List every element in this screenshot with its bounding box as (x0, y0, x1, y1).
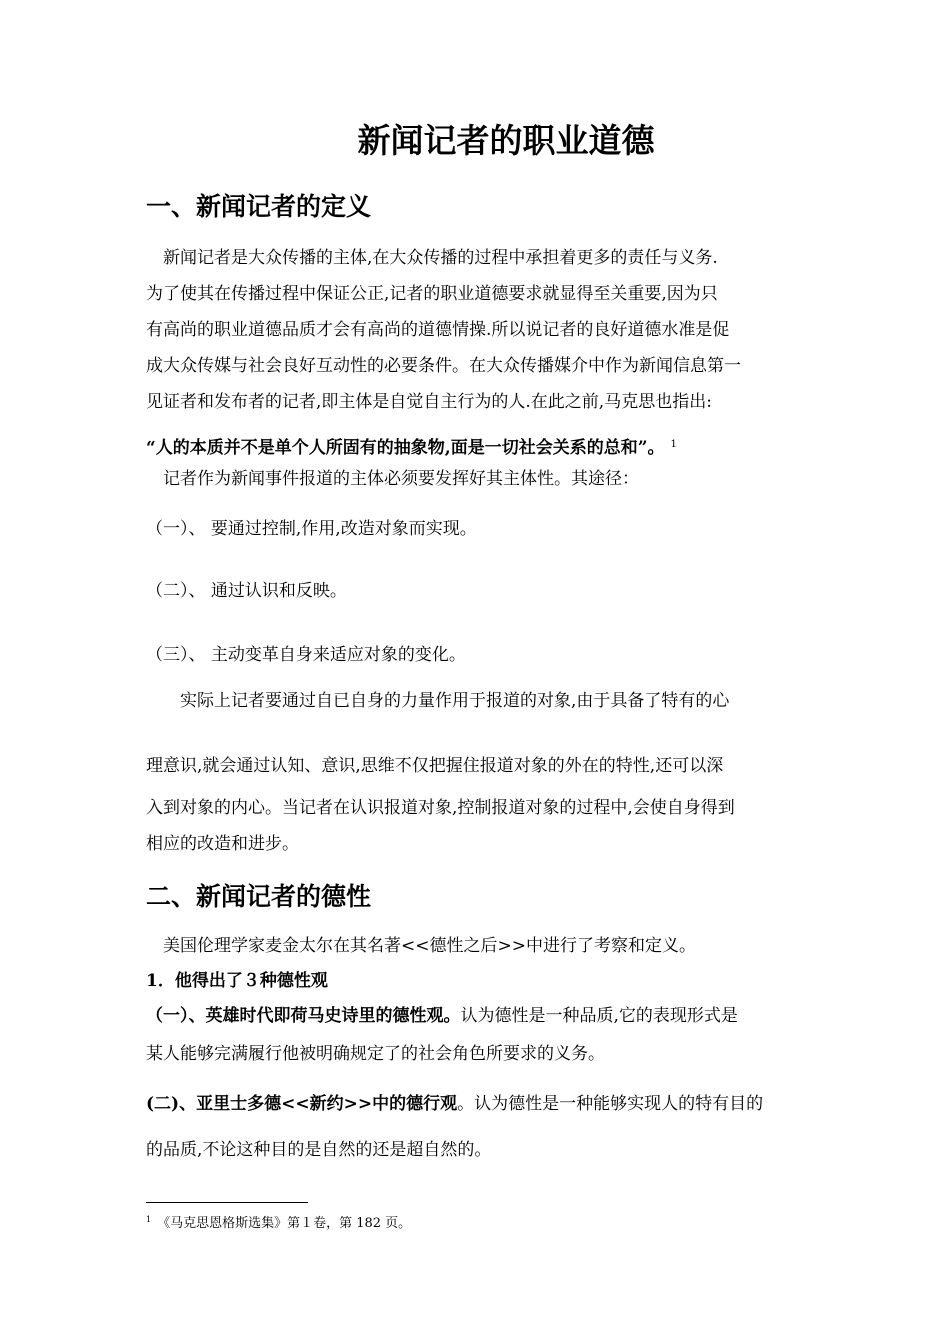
footnote-separator (146, 1202, 308, 1203)
paragraph-line: 理意识,就会通过认知、意识,思维不仅把握住报道对象的外在的特性,还可以深 (146, 756, 724, 776)
quote-text: “人的本质并不是单个人所固有的抽象物,面是一切社会关系的总和”。 (146, 438, 665, 458)
subject-paragraph: 记者作为新闻事件报道的主体必须要发挥好其主体性。其途径： (146, 469, 639, 489)
virtue-view-2-text: 。认为德性是一种能够实现人的特有目的 (457, 1094, 764, 1114)
paragraph-line: 相应的改造和进步。 (146, 834, 299, 854)
paragraph-line: 有高尚的职业道德品质才会有高尚的道德情操.所以说记者的良好道德水准是促 (146, 320, 730, 340)
approach-item-3: （三）、 主动变革自身来适应对象的变化。 (146, 645, 466, 665)
virtue-view-1-title: （一）、英雄时代即荷马史诗里的德性观。 (146, 1006, 461, 1026)
definition-paragraph (146, 240, 810, 420)
virtue-view-2-title: (二)、亚里士多德<<新约>>中的德行观 (146, 1094, 458, 1114)
practice-paragraph (146, 748, 810, 862)
section-heading-virtue: 二、新闻记者的德性 (146, 882, 372, 911)
approach-item-2: （二）、 通过认识和反映。 (146, 581, 347, 601)
paragraph-line: 新闻记者是大众传播的主体,在大众传播的过程中承担着更多的责任与义务. (146, 248, 718, 268)
paragraph-line: 见证者和发布者的记者,即主体是自觉自主行为的人.在此之前,马克思也指出: (146, 392, 712, 412)
paragraph-line: 入到对象的内心。当记者在认识报道对象,控制报道对象的过程中,会使自身得到 (146, 798, 735, 818)
document-title: 新闻记者的职业道德 (357, 121, 655, 160)
marx-quote (146, 431, 677, 462)
virtue-view-1-continued: 某人能够完满履行他被明确规定了的社会角色所要求的义务。 (146, 1044, 605, 1064)
footnote-mark: 1 (146, 1215, 152, 1224)
footnote-text: 《马克思恩格斯选集》第１卷，第 182 页。 (157, 1216, 412, 1231)
footnote (146, 1210, 411, 1234)
practice-paragraph-first-line: 实际上记者要通过自已自身的力量作用于报道的对象,由于具备了特有的心 (146, 691, 730, 711)
virtue-views-subheading: 1．他得出了３种德性观 (146, 971, 328, 991)
paragraph-line: 成大众传媒与社会良好互动性的必要条件。在大众传播媒介中作为新闻信息第一 (146, 356, 741, 376)
virtue-view-2-continued: 的品质,不论这种目的是自然的还是超自然的。 (146, 1140, 492, 1160)
virtue-view-1-text: 认为德性是一种品质,它的表现形式是 (460, 1006, 738, 1026)
section-heading-definition: 一、新闻记者的定义 (146, 192, 372, 221)
paragraph-line: 为了使其在传播过程中保证公正,记者的职业道德要求就显得至关重要,因为只 (146, 284, 718, 304)
footnote-reference[interactable]: 1 (670, 439, 677, 450)
approach-item-1: （一）、 要通过控制,作用,改造对象而实现。 (146, 519, 477, 539)
virtue-view-2 (146, 1090, 763, 1118)
virtue-view-1 (146, 1002, 738, 1030)
macintyre-intro: 美国伦理学家麦金太尔在其名著<<德性之后>>中进行了考察和定义。 (146, 936, 696, 956)
